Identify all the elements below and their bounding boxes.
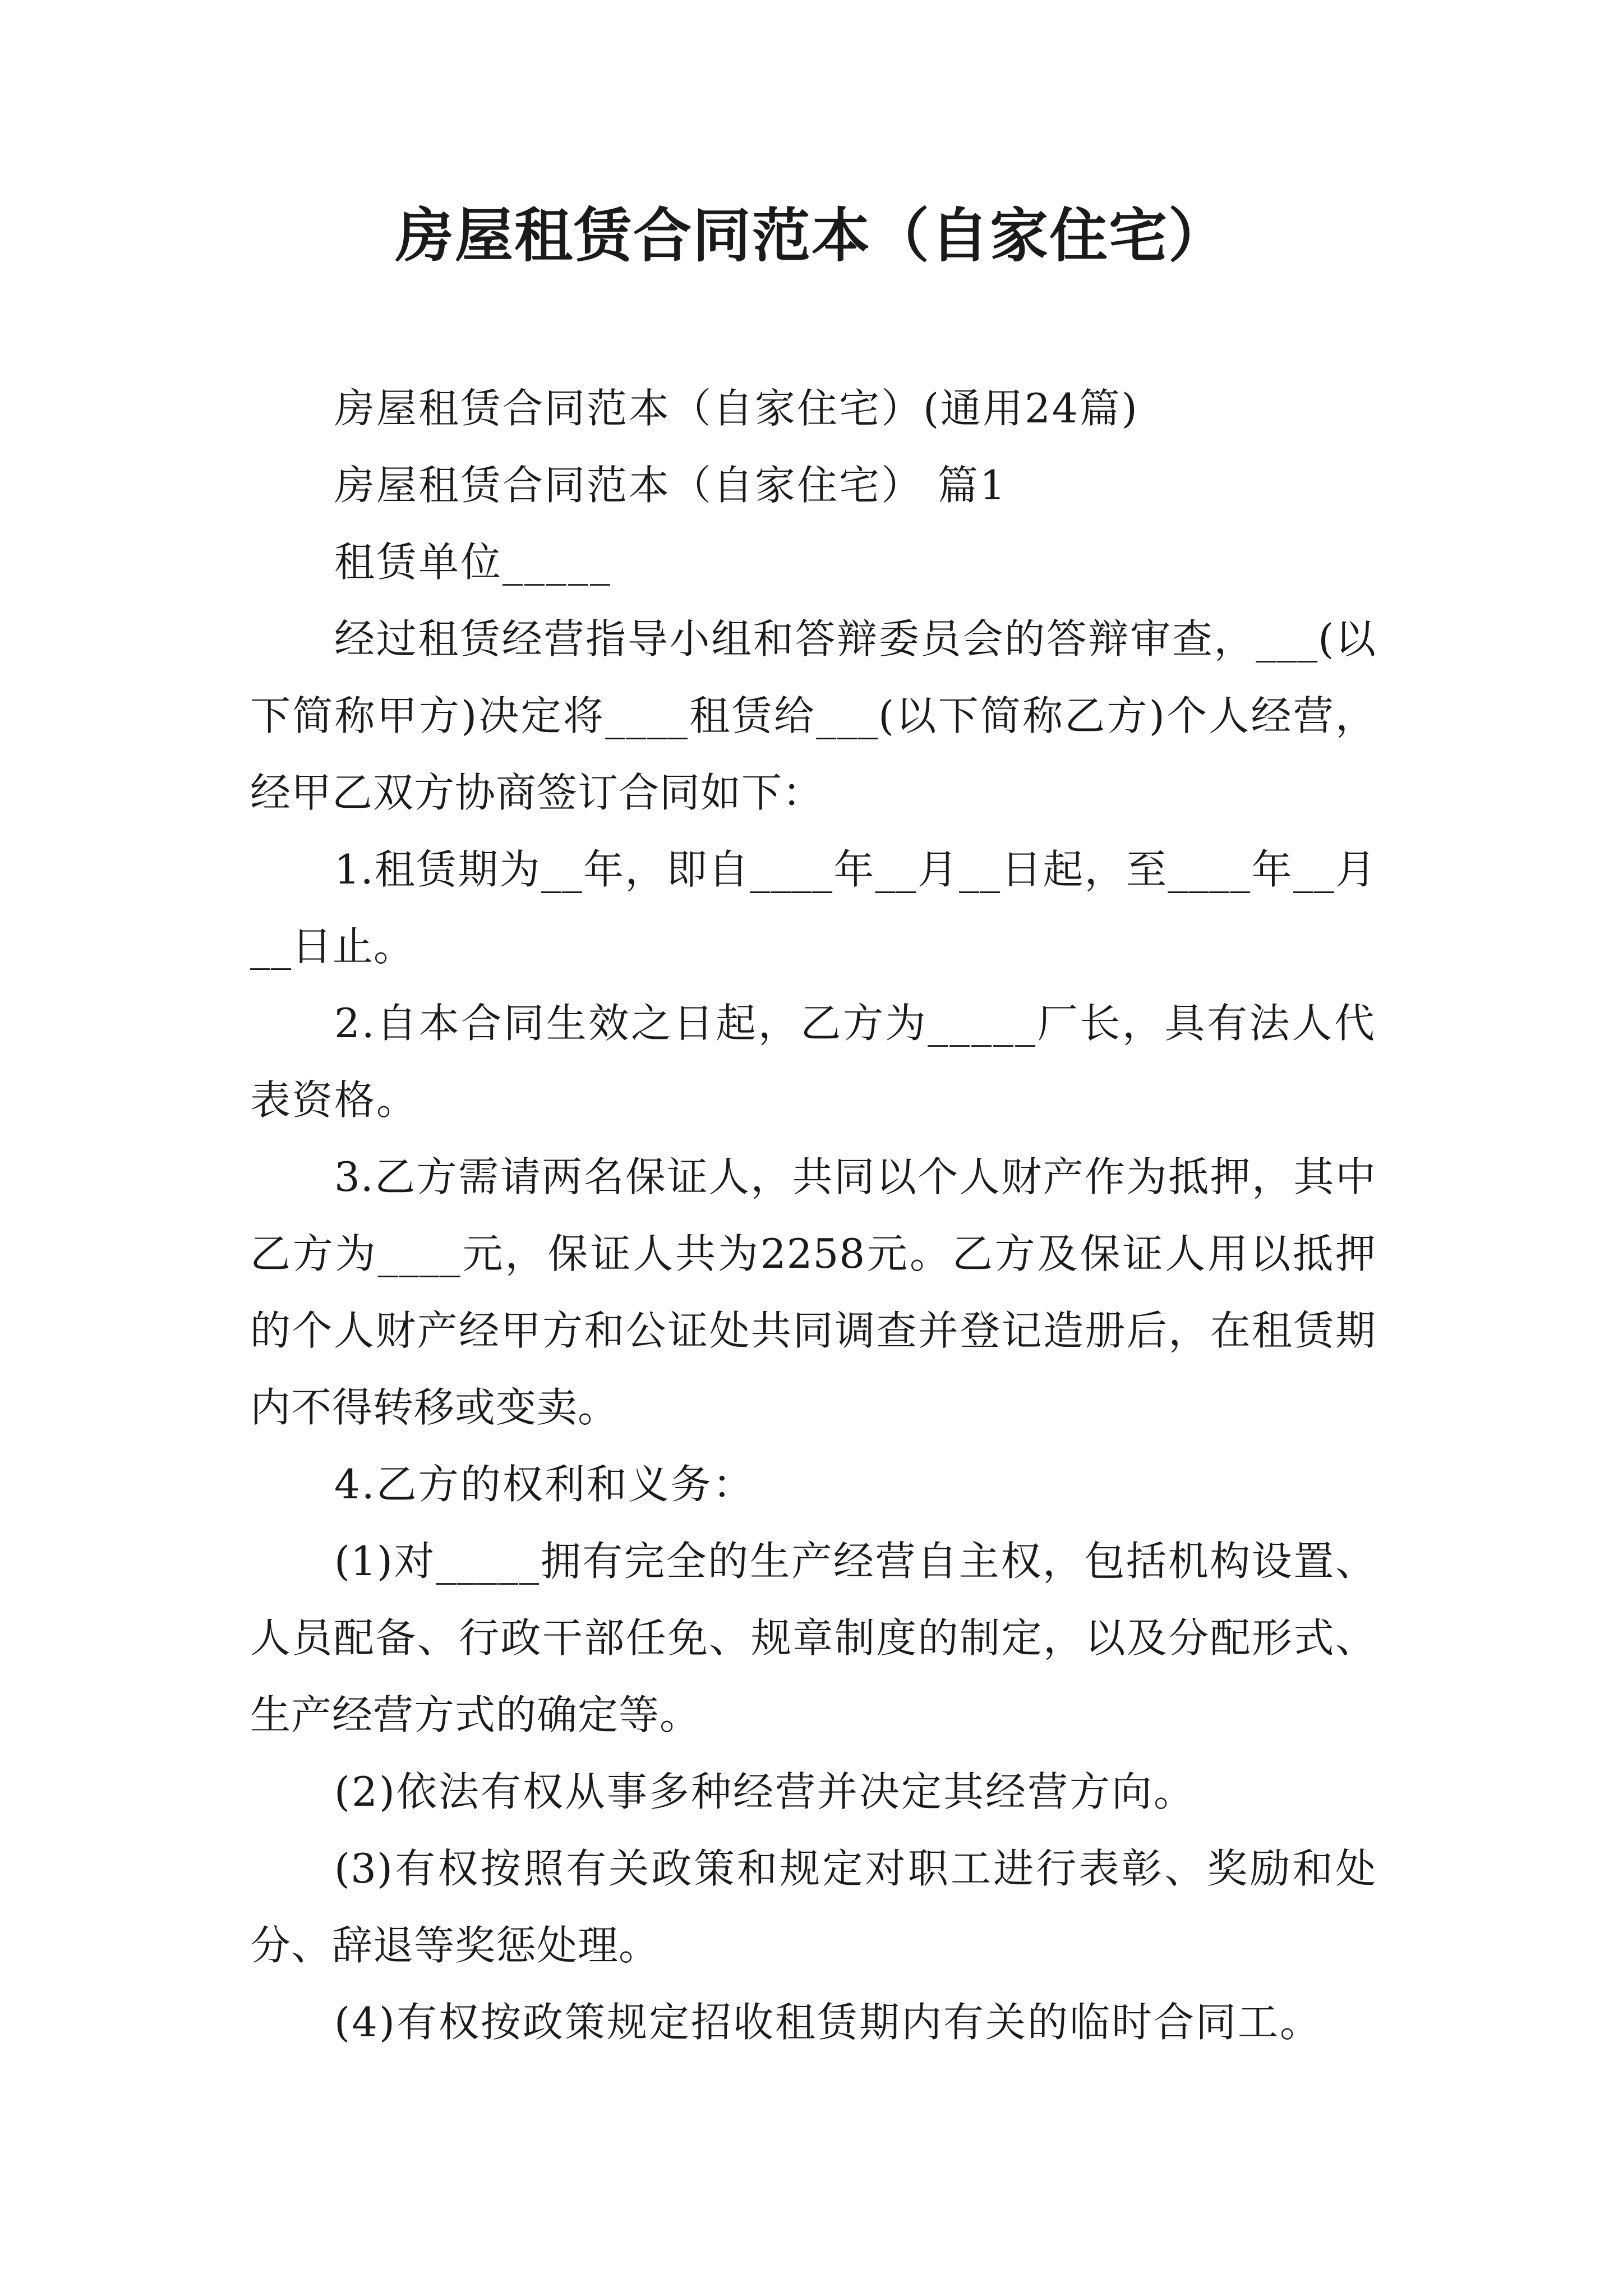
paragraph: (1)对_____拥有完全的生产经营自主权，包括机构设置、人员配备、行政干部任免、规章制度的制定，以及分配形式、生产经营方式的确定等。 — [250, 1538, 1376, 1738]
document-body — [250, 370, 1376, 2061]
paragraph: (2)依法有权从事多种经营并决定其经营方向。 — [334, 1768, 1196, 1815]
document-subtitle: 房屋租赁合同范本（自家住宅）(通用24篇) — [334, 385, 1139, 432]
paragraph: 2.自本合同生效之日起，乙方为_____厂长，具有法人代表资格。 — [250, 1000, 1376, 1124]
paragraph: 1.租赁期为__年，即自____年__月__日起，至____年__月__日止。 — [250, 846, 1376, 970]
paragraph: 租赁单位_____ — [334, 539, 612, 586]
paragraph: 经过租赁经营指导小组和答辩委员会的答辩审查，___(以下简称甲方)决定将____租赁给___(以下简称乙方)个人经营，经甲乙双方协商签订合同如下： — [250, 615, 1376, 816]
document-title: 房屋租赁合同范本（自家住宅） — [395, 201, 1228, 270]
paragraph: 3.乙方需请两名保证人，共同以个人财产作为抵押，其中乙方为____元，保证人共为2258元。乙方及保证人用以抵押的个人财产经甲方和公证处共同调查并登记造册后，在租赁期内不得转移或变卖。 — [250, 1153, 1376, 1431]
paragraph: (3)有权按照有关政策和规定对职工进行表彰、奖励和处分、辞退等奖惩处理。 — [250, 1845, 1376, 1969]
paragraph: (4)有权按政策规定招收租赁期内有关的临时合同工。 — [334, 1999, 1322, 2046]
paragraph: 4.乙方的权利和义务： — [334, 1461, 755, 1508]
section-heading: 房屋租赁合同范本（自家住宅） 篇1 — [334, 462, 1007, 509]
